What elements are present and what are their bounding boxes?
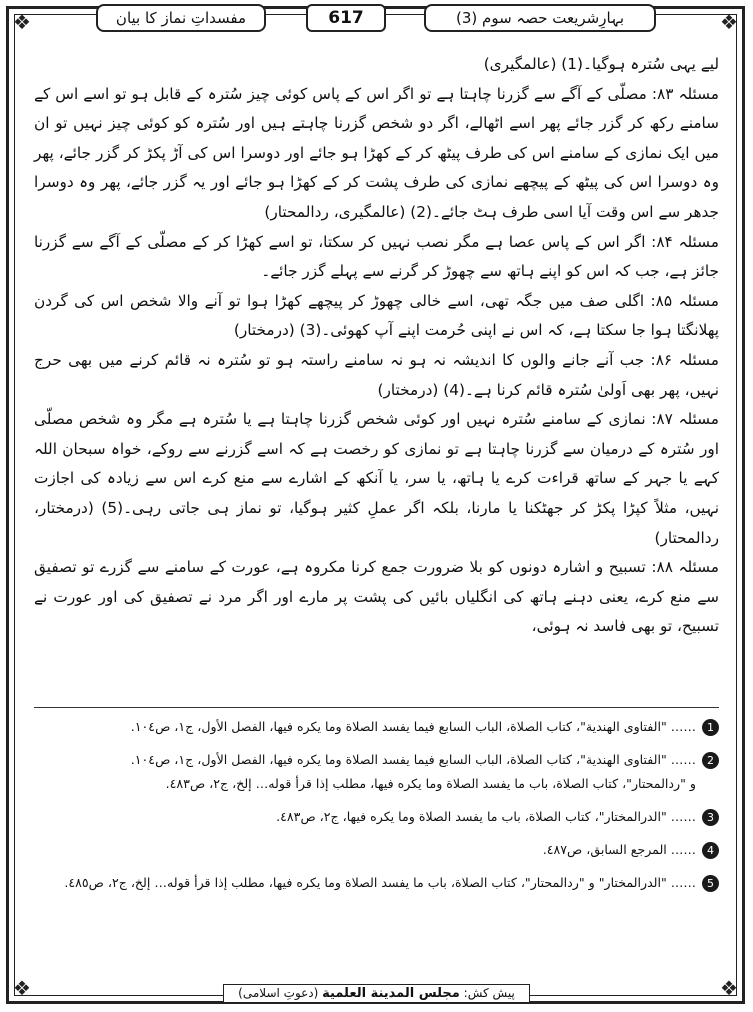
corner-ornament-icon: ❖ [720,10,738,34]
footnote-number: 3 [702,809,719,826]
footnote-number: 4 [702,842,719,859]
footnotes [34,715,719,904]
corner-ornament-icon: ❖ [720,976,738,1000]
publisher-credit [223,984,530,1003]
masala-88: مسئلہ ۸۸: تسبیح و اشارہ دونوں کو بلا ضرورت جمع کرنا مکروہ ہے، عورت کے سامنے سے گزرے تو تصفیق سے منع کرے، یعنی دہنے ہاتھ کی انگلیاں بائیں کی پشت پر مارے اور اگر مرد نے تصفیق کی اور عورت نے تسبیح، تو بھی فاسد نہ ہوئی، [34,558,719,636]
footnote-number: 5 [702,875,719,892]
paragraph: لیے یہی سُترہ ہوگیا۔(1) (عالمگیری) [483,55,719,73]
masala-86: مسئلہ ۸۶: جب آنے جانے والوں کا اندیشہ نہ ہو نہ سامنے راستہ ہو تو سُترہ نہ قائم کرنے میں بھی حرج نہیں، پھر بھی اَولیٰ سُترہ قائم کرنا ہے۔(4) (درمختار) [34,350,719,399]
masala-83: مسئلہ ۸۳: مصلّی کے آگے سے گزرنا چاہتا ہے تو اگر اس کے پاس کوئی چیز سُترہ کے قابل ہو تو اسے اس کے سامنے رکھ کر گزر جائے پھر اسے اٹھالے، اگر دو شخص گزرنا چاہتے ہیں اور سُترہ کو کوئی چیز نہیں تو ان میں ایک نمازی کے سامنے اس کی طرف پیٹھ کر کے کھڑا ہو جائے اور دوسرا اس کی آڑ پکڑ کر گزر جائے، پھر وہ دوسرا اس کی پیٹھ کے پیچھے نمازی کی طرف پشت کر کے کھڑا ہو جائے اور یہ گزر جائے، پھر وہ دوسرا جدھر سے اس وقت آیا اسی طرف ہٹ جائے۔(2) (عالمگیری، ردالمحتار) [34,84,719,221]
footer-prefix: پیش کش: [463,986,515,1000]
footnote [34,838,719,862]
corner-ornament-icon: ❖ [13,976,31,1000]
footer-org: مجلس المدينة العلمية [322,986,460,1001]
footer-suffix: (دعوتِ اسلامی) [238,986,319,1000]
corner-ornament-icon: ❖ [13,10,31,34]
footnote-text: …… المرجع السابق، ص٤٨٧. [542,842,696,857]
footnote-text: …… "الدرالمختار" و "ردالمحتار"، كتاب الصلاة، باب ما يفسد الصلاة وما يكره فيها، مطلب إذا قرأ قوله… إلخ، ج٢، ص٤٨٥. [64,875,696,890]
page-footer [0,986,753,1011]
footnote [34,748,719,796]
masala-87: مسئلہ ۸۷: نمازی کے سامنے سُترہ نہیں اور کوئی شخص گزرنا چاہتا ہے یا سُترہ ہے مگر وہ شخص مصلّی اور سُترہ کے درمیان سے گزرنا چاہتا ہے تو نمازی کو رخصت ہے کہ اسے گزرنے سے روکے، خواہ سبحان اللہ کہے یا جہر کے ساتھ قراءت کرے یا ہاتھ، یا سر، یا آنکھ کے اشارے سے منع کرے اس سے زیادہ کی اجازت نہیں، مثلاً کپڑا پکڑ کر جھٹکنا یا مارنا، بلکہ اگر عملِ کثیر ہوگیا، تو نماز ہی جاتی رہی۔(5) (درمختار، ردالمحتار) [34,410,720,547]
masala-84: مسئلہ ۸۴: اگر اس کے پاس عصا ہے مگر نصب نہیں کر سکتا، تو اسے کھڑا کر کے مصلّی کے آگے سے گزرنا جائز ہے، جب کہ اس کو اپنے ہاتھ سے چھوڑ کر گرنے سے پہلے گزر جائے۔ [34,232,719,281]
footnote [34,871,719,895]
masala-85: مسئلہ ۸۵: اگلی صف میں جگہ تھی، اسے خالی چھوڑ کر پیچھے کھڑا ہوا تو آنے والا شخص اس کی گردن پھلانگتا ہوا جا سکتا ہے، کہ اس نے اپنی حُرمت اپنے آپ کھوئی۔(3) (درمختار) [34,291,719,340]
footnote-separator [34,707,719,708]
chapter-title: مفسداتِ نماز کا بیان [96,4,266,32]
book-title: بہارِشریعت حصہ سوم (3) [424,4,656,32]
footnote [34,715,719,739]
footnote [34,805,719,829]
footnote-number: 1 [702,719,719,736]
page-number: 617 [306,4,386,32]
footnote-text: و "ردالمحتار"، كتاب الصلاة، باب ما يفسد الصلاة وما يكره فيها، مطلب إذا قرأ قوله… إلخ، ج٢، ص٤٨٣. [165,776,696,791]
page-body [34,50,719,642]
footnote-number: 2 [702,752,719,769]
footnote-text: …… "الفتاوی الهندية"، كتاب الصلاة، الباب السابع فيما يفسد الصلاة وما يكره فيها، الفصل الأول، ج١، ص١٠٤. [130,752,696,767]
page-header [96,4,656,34]
footnote-text: …… "الدرالمختار"، كتاب الصلاة، باب ما يفسد الصلاة وما يكره فيها، ج٢، ص٤٨٣. [276,809,696,824]
footnote-text: …… "الفتاوی الهندية"، كتاب الصلاة، الباب السابع فيما يفسد الصلاة وما يكره فيها، الفصل الأول، ج١، ص١٠٤. [130,719,696,734]
